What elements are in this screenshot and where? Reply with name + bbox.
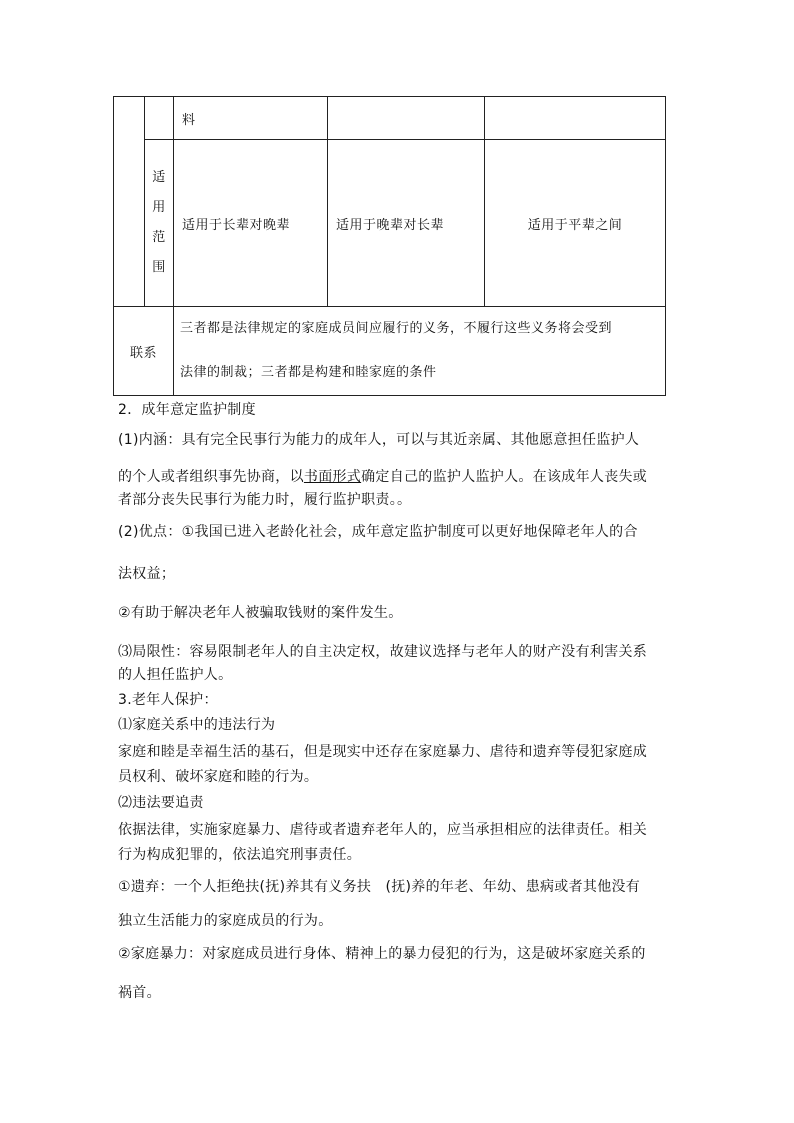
scope-junior-to-elder: 适用于晚辈对长辈 — [328, 140, 485, 307]
scope-label-char: 范 — [152, 230, 166, 245]
sec3-d1-line2: 独立生活能力的家庭成员的行为。 — [118, 913, 333, 929]
sec2-p1-line1: (1)内涵：具有完全民事行为能力的成年人，可以与其近亲属、其他愿意担任监护人 — [118, 432, 640, 448]
cell-material-2 — [328, 97, 485, 140]
section-3-title: 3.老年人保护： — [118, 692, 218, 708]
sec3-s1-line1: 家庭和睦是幸福生活的基石，但是现实中还存在家庭暴力、虐待和遗弃等侵犯家庭成 — [118, 744, 648, 760]
merged-left-cell — [114, 97, 145, 307]
sec3-s2-title: ⑵违法要追责 — [118, 795, 204, 811]
table-row-material — [114, 97, 666, 140]
scope-label-char: 用 — [152, 200, 166, 215]
cell-material: 料 — [174, 97, 328, 140]
sec3-s2-line2: 行为构成犯罪的，依法追究刑事责任。 — [118, 847, 362, 863]
sec3-d2-line1: ②家庭暴力：对家庭成员进行身体、精神上的暴力侵犯的行为，这是破坏家庭关系的 — [118, 946, 646, 962]
relation-line-2: 法律的制裁；三者都是构建和睦家庭的条件 — [180, 365, 437, 380]
scope-label-char: 围 — [152, 260, 166, 275]
sec2-p2-line3: ②有助于解决老年人被骗取钱财的案件发生。 — [118, 605, 403, 621]
sec3-s2-line1: 依据法律，实施家庭暴力、虐待或者遗弃老年人的，应当承担相应的法律责任。相关 — [118, 822, 648, 838]
sec2-p1-line2 — [118, 466, 678, 488]
relation-line-1: 三者都是法律规定的家庭成员间应履行的义务，不履行这些义务将会受到 — [180, 321, 613, 336]
sec2-p3-line1: ⑶局限性：容易限制老年人的自主决定权，故建议选择与老年人的财产没有利害关系 — [118, 644, 648, 660]
sec3-s1-line2: 员权利、破坏家庭和睦的行为。 — [118, 769, 319, 785]
sec2-p2-line1: (2)优点：①我国已进入老龄化社会，成年意定监护制度可以更好地保障老年人的合 — [118, 524, 638, 540]
relation-label: 联系 — [114, 307, 174, 396]
label-cell-empty — [145, 97, 174, 140]
relation-text — [174, 307, 666, 396]
scope-elder-to-junior: 适用于长辈对晚辈 — [174, 140, 328, 307]
sec3-d2-line2: 祸首。 — [118, 985, 161, 1001]
cell-material-3 — [485, 97, 666, 140]
sec2-p2-line2: 法权益； — [118, 566, 176, 582]
underlined-term: 书面形式 — [303, 469, 362, 485]
obligation-table — [113, 96, 666, 396]
scope-label — [145, 140, 174, 307]
scope-label-char: 适 — [152, 170, 166, 185]
sec2-p3-line2: 的人担任监护人。 — [118, 667, 233, 683]
table-row-scope — [114, 140, 666, 307]
sec2-p1-line2-a: 的个人或者组织事先协商，以 — [118, 469, 304, 485]
section-2-title: 2．成年意定监护制度 — [118, 402, 256, 418]
sec2-p1-line3: 者部分丧失民事行为能力时，履行监护职责。。 — [118, 492, 412, 508]
sec2-p1-line2-b: 确定自己的监护人监护人。在该成年人丧失或 — [361, 469, 648, 485]
sec3-d1-line1: ①遗弃：一个人拒绝扶(抚)养其有义务扶 (抚)养的年老、年幼、患病或者其他没有 — [118, 879, 641, 895]
table-row-relation — [114, 307, 666, 396]
sec3-s1-title: ⑴家庭关系中的违法行为 — [118, 717, 276, 733]
scope-same-generation: 适用于平辈之间 — [485, 140, 666, 307]
